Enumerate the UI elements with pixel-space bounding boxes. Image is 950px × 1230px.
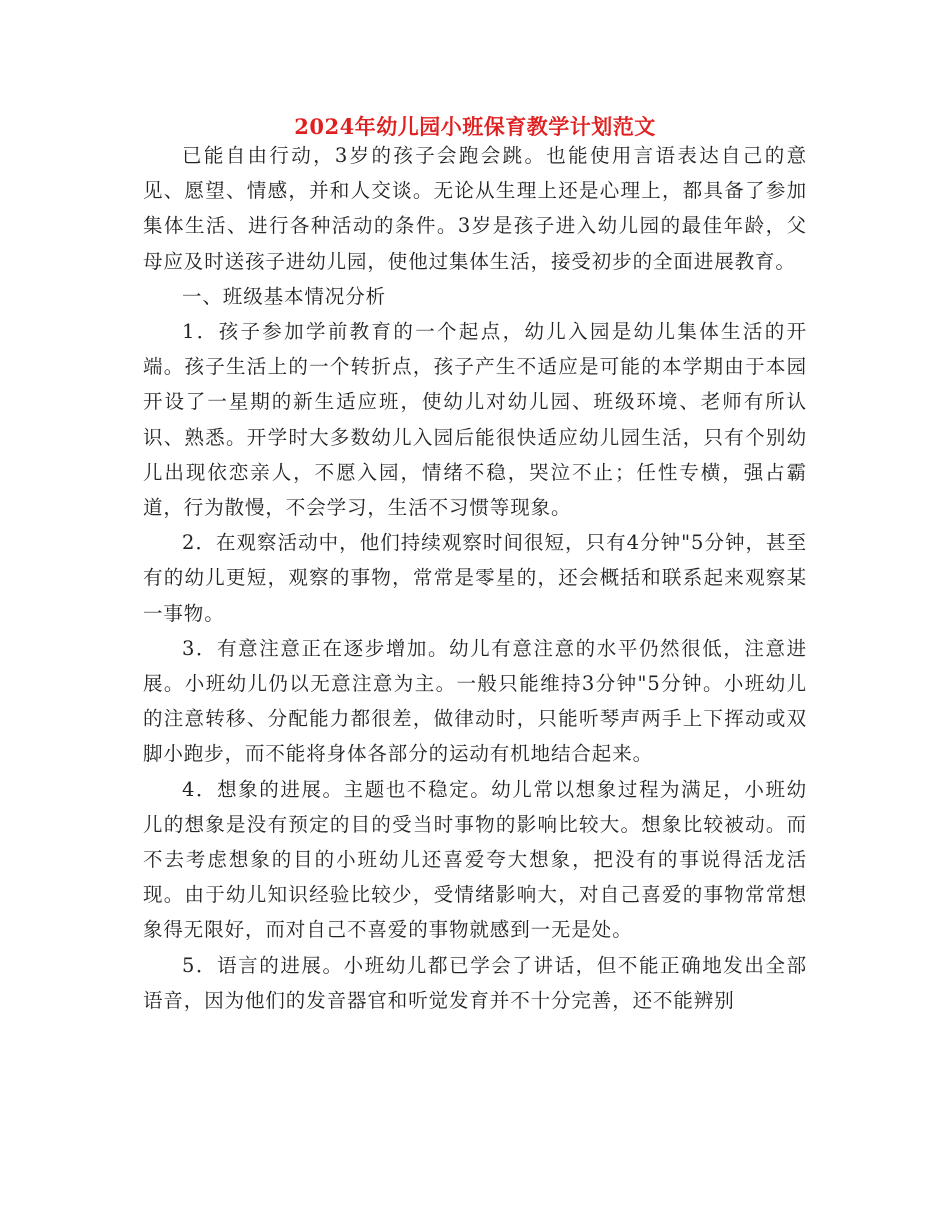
section-heading: 一、班级基本情况分析 xyxy=(182,284,387,308)
paragraph-item-3: 3．有意注意正在逐步增加。幼儿有意注意的水平仍然很低，注意进展。小班幼儿仍以无意注意为主。一般只能维持3分钟"5分钟。小班幼儿的注意转移、分配能力都很差，做律动时，只能听琴声两手上下挥动或双脚小跑步，而不能将身体各部分的运动有机地结合起来。 xyxy=(143,636,807,766)
intro-paragraph: 已能自由行动，3岁的孩子会跑会跳。也能使用言语表达自己的意见、愿望、情感，并和人交谈。无论从生理上还是心理上，都具备了参加集体生活、进行各种活动的条件。3岁是孩子进入幼儿园的最佳年龄，父母应及时送孩子进幼儿园，使他过集体生活，接受初步的全面进展教育。 xyxy=(143,144,807,273)
paragraph-item-1: 1．孩子参加学前教育的一个起点，幼儿入园是幼儿集体生活的开端。孩子生活上的一个转折点，孩子产生不适应是可能的本学期由于本园开设了一星期的新生适应班，使幼儿对幼儿园、班级环境、老师有所认识、熟悉。开学时大多数幼儿入园后能很快适应幼儿园生活，只有个别幼儿出现依恋亲人，不愿入园，情绪不稳，哭泣不止；任性专横，强占霸道，行为散慢，不会学习，生活不习惯等现象。 xyxy=(143,320,807,520)
document-body xyxy=(143,138,807,1018)
paragraph-item-4: 4．想象的进展。主题也不稳定。幼儿常以想象过程为满足，小班幼儿的想象是没有预定的目的受当时事物的影响比较大。想象比较被动。而不去考虑想象的目的小班幼儿还喜爱夸大想象，把没有的事说得活龙活现。由于幼儿知识经验比较少，受情绪影响大，对自己喜爱的事物常常想象得无限好，而对自己不喜爱的事物就感到一无是处。 xyxy=(143,777,807,942)
paragraph-item-5: 5．语言的进展。小班幼儿都已学会了讲话，但不能正确地发出全部语音，因为他们的发音器官和听觉发育并不十分完善，还不能辨别 xyxy=(143,953,807,1012)
document-title: 2024年幼儿园小班保育教学计划范文 xyxy=(294,114,656,139)
paragraph-item-2: 2．在观察活动中，他们持续观察时间很短，只有4分钟"5分钟，甚至有的幼儿更短，观察的事物，常常是零星的，还会概括和联系起来观察某一事物。 xyxy=(143,531,807,625)
